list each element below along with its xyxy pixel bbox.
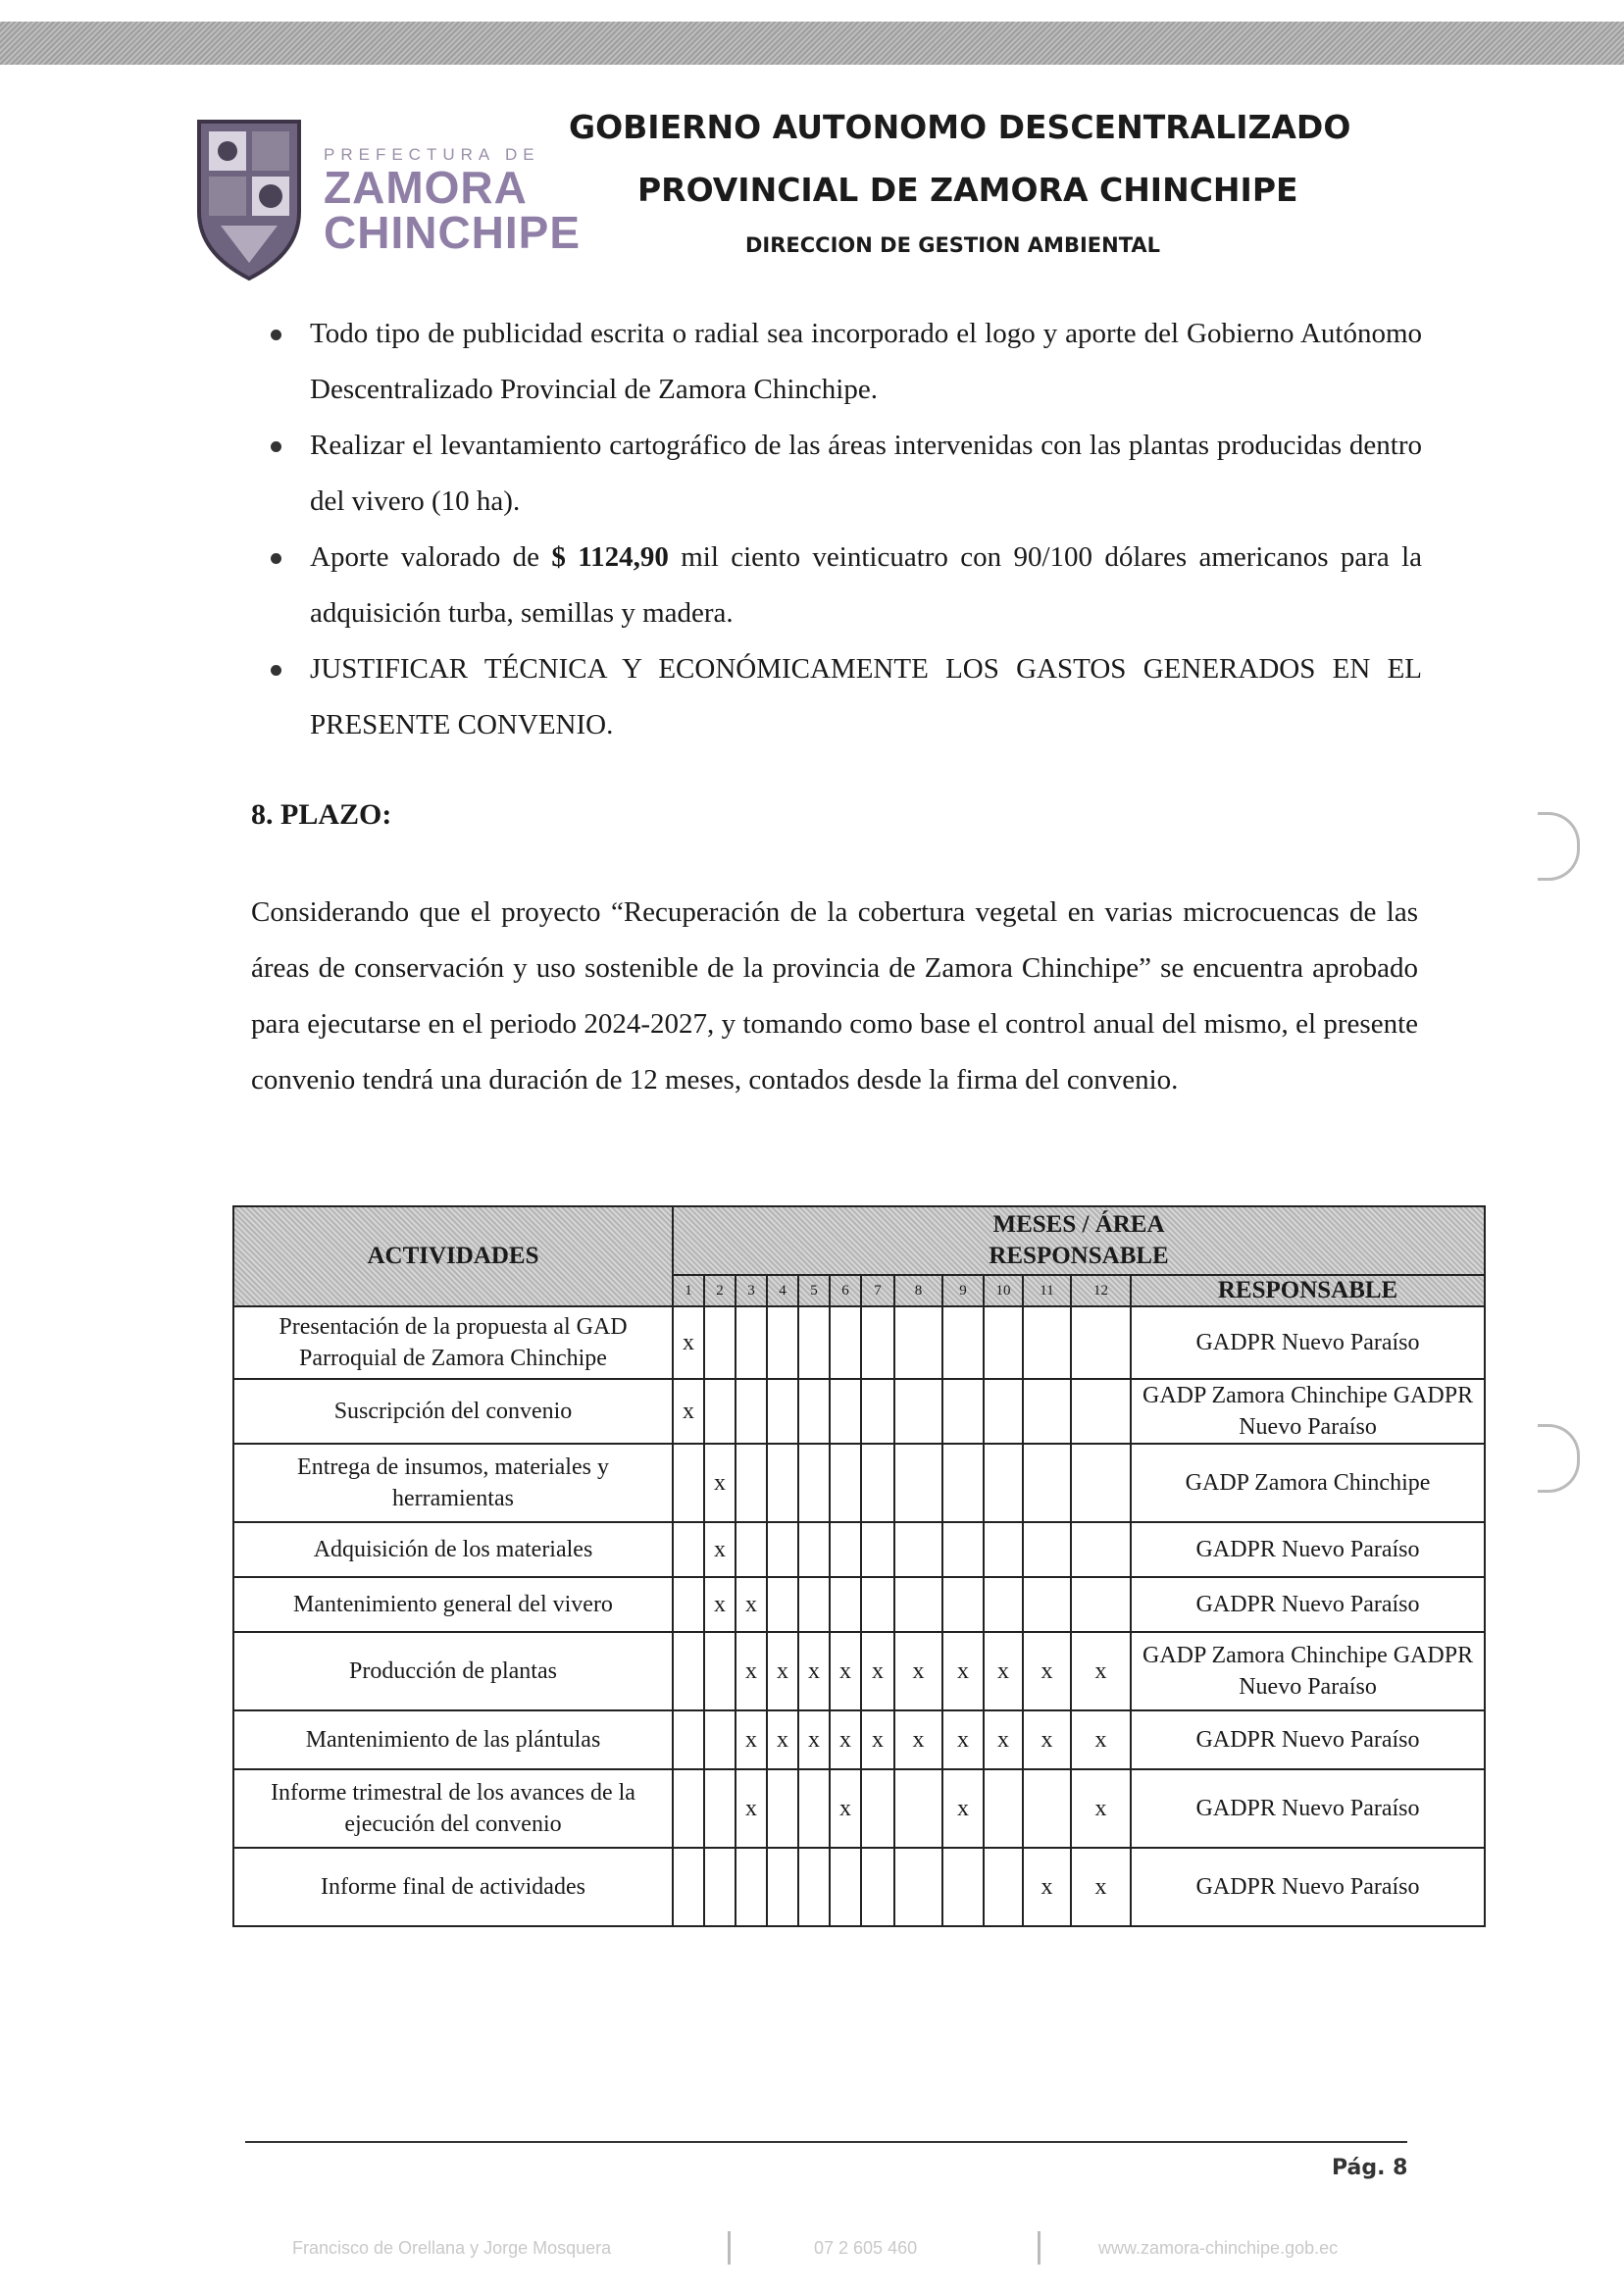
month-mark-cell [894, 1379, 942, 1444]
month-number-12: 12 [1071, 1275, 1131, 1306]
month-mark-cell [673, 1522, 704, 1577]
header-activities: ACTIVIDADES [233, 1206, 673, 1306]
responsible-cell: GADPR Nuevo Paraíso [1131, 1577, 1485, 1632]
section-title: 8. PLAZO: [251, 798, 392, 831]
month-mark-cell [673, 1710, 704, 1769]
month-mark-cell [894, 1444, 942, 1522]
month-mark-cell [1071, 1577, 1131, 1632]
month-mark-cell: x [894, 1710, 942, 1769]
month-mark-cell [830, 1444, 861, 1522]
month-mark-cell [767, 1306, 798, 1379]
footer-phone: 07 2 605 460 [814, 2238, 918, 2258]
month-mark-cell: x [673, 1379, 704, 1444]
month-mark-cell [830, 1848, 861, 1926]
prefecture-shield-logo [191, 116, 307, 282]
logo-line-2: CHINCHIPE [324, 207, 582, 258]
month-mark-cell: x [736, 1577, 767, 1632]
activity-cell: Presentación de la propuesta al GAD Parroquial de Zamora Chinchipe [233, 1306, 673, 1379]
schedule-body [233, 1306, 1485, 1926]
month-mark-cell: x [704, 1444, 736, 1522]
bullet-item: Todo tipo de publicidad escrita o radial sea incorporado el logo y aporte del Gobierno Autónomo Descentralizado Provincial de Zamora Chinchipe. [267, 306, 1422, 418]
header-subtitle: DIRECCION DE GESTION AMBIENTAL [745, 233, 1161, 257]
month-mark-cell [704, 1379, 736, 1444]
month-number-7: 7 [861, 1275, 894, 1306]
logo-wordmark [324, 145, 582, 258]
month-mark-cell [767, 1769, 798, 1848]
month-mark-cell [704, 1710, 736, 1769]
binder-hole-mark [1538, 812, 1580, 881]
month-number-2: 2 [704, 1275, 736, 1306]
header-months-label: MESES / ÁREA RESPONSABLE [989, 1211, 1169, 1269]
month-mark-cell [767, 1444, 798, 1522]
header-title-2: PROVINCIAL DE ZAMORA CHINCHIPE [637, 171, 1298, 209]
header-title-1: GOBIERNO AUTONOMO DESCENTRALIZADO [569, 108, 1351, 146]
month-number-11: 11 [1023, 1275, 1071, 1306]
month-mark-cell: x [1023, 1710, 1071, 1769]
month-mark-cell: x [861, 1710, 894, 1769]
month-mark-cell [894, 1306, 942, 1379]
month-mark-cell [1023, 1769, 1071, 1848]
activity-cell: Informe trimestral de los avances de la ejecución del convenio [233, 1769, 673, 1848]
month-mark-cell [704, 1769, 736, 1848]
activity-cell: Mantenimiento general del vivero [233, 1577, 673, 1632]
month-mark-cell [942, 1577, 984, 1632]
month-mark-cell [1023, 1577, 1071, 1632]
responsible-cell: GADP Zamora Chinchipe GADPR Nuevo Paraíso [1131, 1379, 1485, 1444]
activity-cell: Informe final de actividades [233, 1848, 673, 1926]
month-mark-cell [830, 1577, 861, 1632]
month-mark-cell: x [830, 1632, 861, 1710]
month-mark-cell [673, 1444, 704, 1522]
month-mark-cell [984, 1379, 1023, 1444]
month-mark-cell [1023, 1444, 1071, 1522]
month-mark-cell [736, 1848, 767, 1926]
month-mark-cell: x [767, 1632, 798, 1710]
month-mark-cell: x [798, 1632, 830, 1710]
month-mark-cell [984, 1306, 1023, 1379]
month-mark-cell [984, 1444, 1023, 1522]
bullet-item-aporte [267, 530, 1422, 641]
month-mark-cell [984, 1577, 1023, 1632]
month-mark-cell [798, 1306, 830, 1379]
table-row [233, 1577, 1485, 1632]
table-row [233, 1769, 1485, 1848]
activity-cell: Adquisición de los materiales [233, 1522, 673, 1577]
month-mark-cell [673, 1848, 704, 1926]
month-mark-cell: x [1071, 1710, 1131, 1769]
month-mark-cell: x [736, 1769, 767, 1848]
logo-line-1: ZAMORA [324, 162, 528, 213]
logo-small-text: PREFECTURA DE [324, 145, 540, 164]
month-mark-cell: x [704, 1522, 736, 1577]
month-mark-cell [1023, 1379, 1071, 1444]
month-mark-cell [861, 1379, 894, 1444]
responsible-cell: GADP Zamora Chinchipe GADPR Nuevo Paraíso [1131, 1632, 1485, 1710]
plazo-paragraph: Considerando que el proyecto “Recuperación de la cobertura vegetal en varias microcuencas de las áreas de conservación y uso sostenible de la provincia de Zamora Chinchipe” se encuentra aprobado para ejecutarse en el periodo 2024-2027, y tomando como base el control anual del mismo, el presente convenio tendrá una duración de 12 meses, contados desde la firma del convenio. [251, 896, 1418, 1096]
month-mark-cell: x [798, 1710, 830, 1769]
binder-hole-mark [1538, 1424, 1580, 1493]
responsible-cell: GADPR Nuevo Paraíso [1131, 1769, 1485, 1848]
month-mark-cell [704, 1632, 736, 1710]
month-mark-cell [894, 1769, 942, 1848]
month-mark-cell [798, 1769, 830, 1848]
scan-top-bar [0, 22, 1624, 65]
month-mark-cell [767, 1379, 798, 1444]
month-mark-cell [1071, 1522, 1131, 1577]
month-mark-cell [736, 1306, 767, 1379]
month-mark-cell [942, 1379, 984, 1444]
month-number-4: 4 [767, 1275, 798, 1306]
month-mark-cell [673, 1577, 704, 1632]
footer-address: Francisco de Orellana y Jorge Mosquera [292, 2238, 612, 2258]
month-mark-cell [861, 1306, 894, 1379]
month-mark-cell: x [1071, 1769, 1131, 1848]
month-mark-cell [767, 1522, 798, 1577]
table-row [233, 1379, 1485, 1444]
responsible-cell: GADPR Nuevo Paraíso [1131, 1522, 1485, 1577]
table-row [233, 1848, 1485, 1926]
responsible-cell: GADPR Nuevo Paraíso [1131, 1306, 1485, 1379]
month-mark-cell [861, 1522, 894, 1577]
month-mark-cell: x [1023, 1632, 1071, 1710]
month-number-8: 8 [894, 1275, 942, 1306]
month-mark-cell [984, 1522, 1023, 1577]
month-mark-cell [830, 1522, 861, 1577]
aporte-amount: $ 1124,90 [551, 541, 669, 573]
activity-cell: Mantenimiento de las plántulas [233, 1710, 673, 1769]
month-number-3: 3 [736, 1275, 767, 1306]
month-number-5: 5 [798, 1275, 830, 1306]
month-mark-cell [798, 1577, 830, 1632]
month-mark-cell [861, 1848, 894, 1926]
month-mark-cell: x [1071, 1848, 1131, 1926]
bullet-item: JUSTIFICAR TÉCNICA Y ECONÓMICAMENTE LOS GASTOS GENERADOS EN EL PRESENTE CONVENIO. [267, 641, 1422, 753]
month-mark-cell [736, 1444, 767, 1522]
month-mark-cell: x [704, 1577, 736, 1632]
month-mark-cell: x [830, 1710, 861, 1769]
month-mark-cell [736, 1379, 767, 1444]
activity-cell: Entrega de insumos, materiales y herramientas [233, 1444, 673, 1522]
schedule-table [232, 1205, 1486, 1927]
month-mark-cell: x [767, 1710, 798, 1769]
month-mark-cell [830, 1306, 861, 1379]
table-row [233, 1306, 1485, 1379]
month-mark-cell [861, 1769, 894, 1848]
month-mark-cell [894, 1848, 942, 1926]
month-mark-cell [1023, 1306, 1071, 1379]
footer-separator [1038, 2231, 1040, 2265]
month-mark-cell: x [942, 1632, 984, 1710]
activity-cell: Suscripción del convenio [233, 1379, 673, 1444]
month-mark-cell: x [1023, 1848, 1071, 1926]
month-mark-cell [798, 1848, 830, 1926]
aporte-text-after: mil ciento veinticuatro con 90/100 dólares americanos para la adquisición turba, semillas y madera. [310, 541, 1422, 629]
table-row [233, 1444, 1485, 1522]
bullet-item: Realizar el levantamiento cartográfico de las áreas intervenidas con las plantas producidas dentro del vivero (10 ha). [267, 418, 1422, 530]
header-responsible: RESPONSABLE [1131, 1275, 1485, 1306]
header-months [673, 1206, 1485, 1275]
month-mark-cell: x [942, 1710, 984, 1769]
month-mark-cell [704, 1848, 736, 1926]
month-mark-cell: x [942, 1769, 984, 1848]
month-mark-cell: x [984, 1710, 1023, 1769]
footer-divider [245, 2141, 1407, 2143]
month-mark-cell [704, 1306, 736, 1379]
month-mark-cell [798, 1522, 830, 1577]
month-mark-cell [798, 1444, 830, 1522]
aporte-text-before: Aporte valorado de [310, 541, 552, 573]
responsible-cell: GADP Zamora Chinchipe [1131, 1444, 1485, 1522]
month-mark-cell: x [736, 1710, 767, 1769]
month-mark-cell [861, 1444, 894, 1522]
month-mark-cell [736, 1522, 767, 1577]
page-number: Pág. 8 [1332, 2156, 1408, 2180]
month-number-1: 1 [673, 1275, 704, 1306]
month-mark-cell [942, 1848, 984, 1926]
activity-cell: Producción de plantas [233, 1632, 673, 1710]
month-mark-cell [1071, 1379, 1131, 1444]
month-mark-cell: x [984, 1632, 1023, 1710]
month-mark-cell [767, 1848, 798, 1926]
month-mark-cell [984, 1769, 1023, 1848]
month-number-6: 6 [830, 1275, 861, 1306]
obligations-list [267, 306, 1422, 753]
month-mark-cell [942, 1306, 984, 1379]
month-mark-cell [1071, 1444, 1131, 1522]
month-mark-cell [942, 1444, 984, 1522]
month-mark-cell [673, 1769, 704, 1848]
month-mark-cell [894, 1577, 942, 1632]
month-mark-cell [798, 1379, 830, 1444]
month-mark-cell: x [736, 1632, 767, 1710]
month-mark-cell: x [1071, 1632, 1131, 1710]
month-mark-cell [984, 1848, 1023, 1926]
table-row [233, 1710, 1485, 1769]
month-mark-cell [1071, 1306, 1131, 1379]
footer-separator [728, 2231, 731, 2265]
month-number-9: 9 [942, 1275, 984, 1306]
table-row [233, 1522, 1485, 1577]
month-mark-cell [767, 1577, 798, 1632]
month-mark-cell [861, 1577, 894, 1632]
month-mark-cell [673, 1632, 704, 1710]
month-mark-cell: x [894, 1632, 942, 1710]
month-number-10: 10 [984, 1275, 1023, 1306]
responsible-cell: GADPR Nuevo Paraíso [1131, 1848, 1485, 1926]
month-mark-cell: x [861, 1632, 894, 1710]
table-row [233, 1632, 1485, 1710]
month-mark-cell: x [830, 1769, 861, 1848]
month-mark-cell [942, 1522, 984, 1577]
footer-website: www.zamora-chinchipe.gob.ec [1098, 2238, 1339, 2258]
month-mark-cell [894, 1522, 942, 1577]
month-mark-cell: x [673, 1306, 704, 1379]
responsible-cell: GADPR Nuevo Paraíso [1131, 1710, 1485, 1769]
month-mark-cell [830, 1379, 861, 1444]
month-mark-cell [1023, 1522, 1071, 1577]
